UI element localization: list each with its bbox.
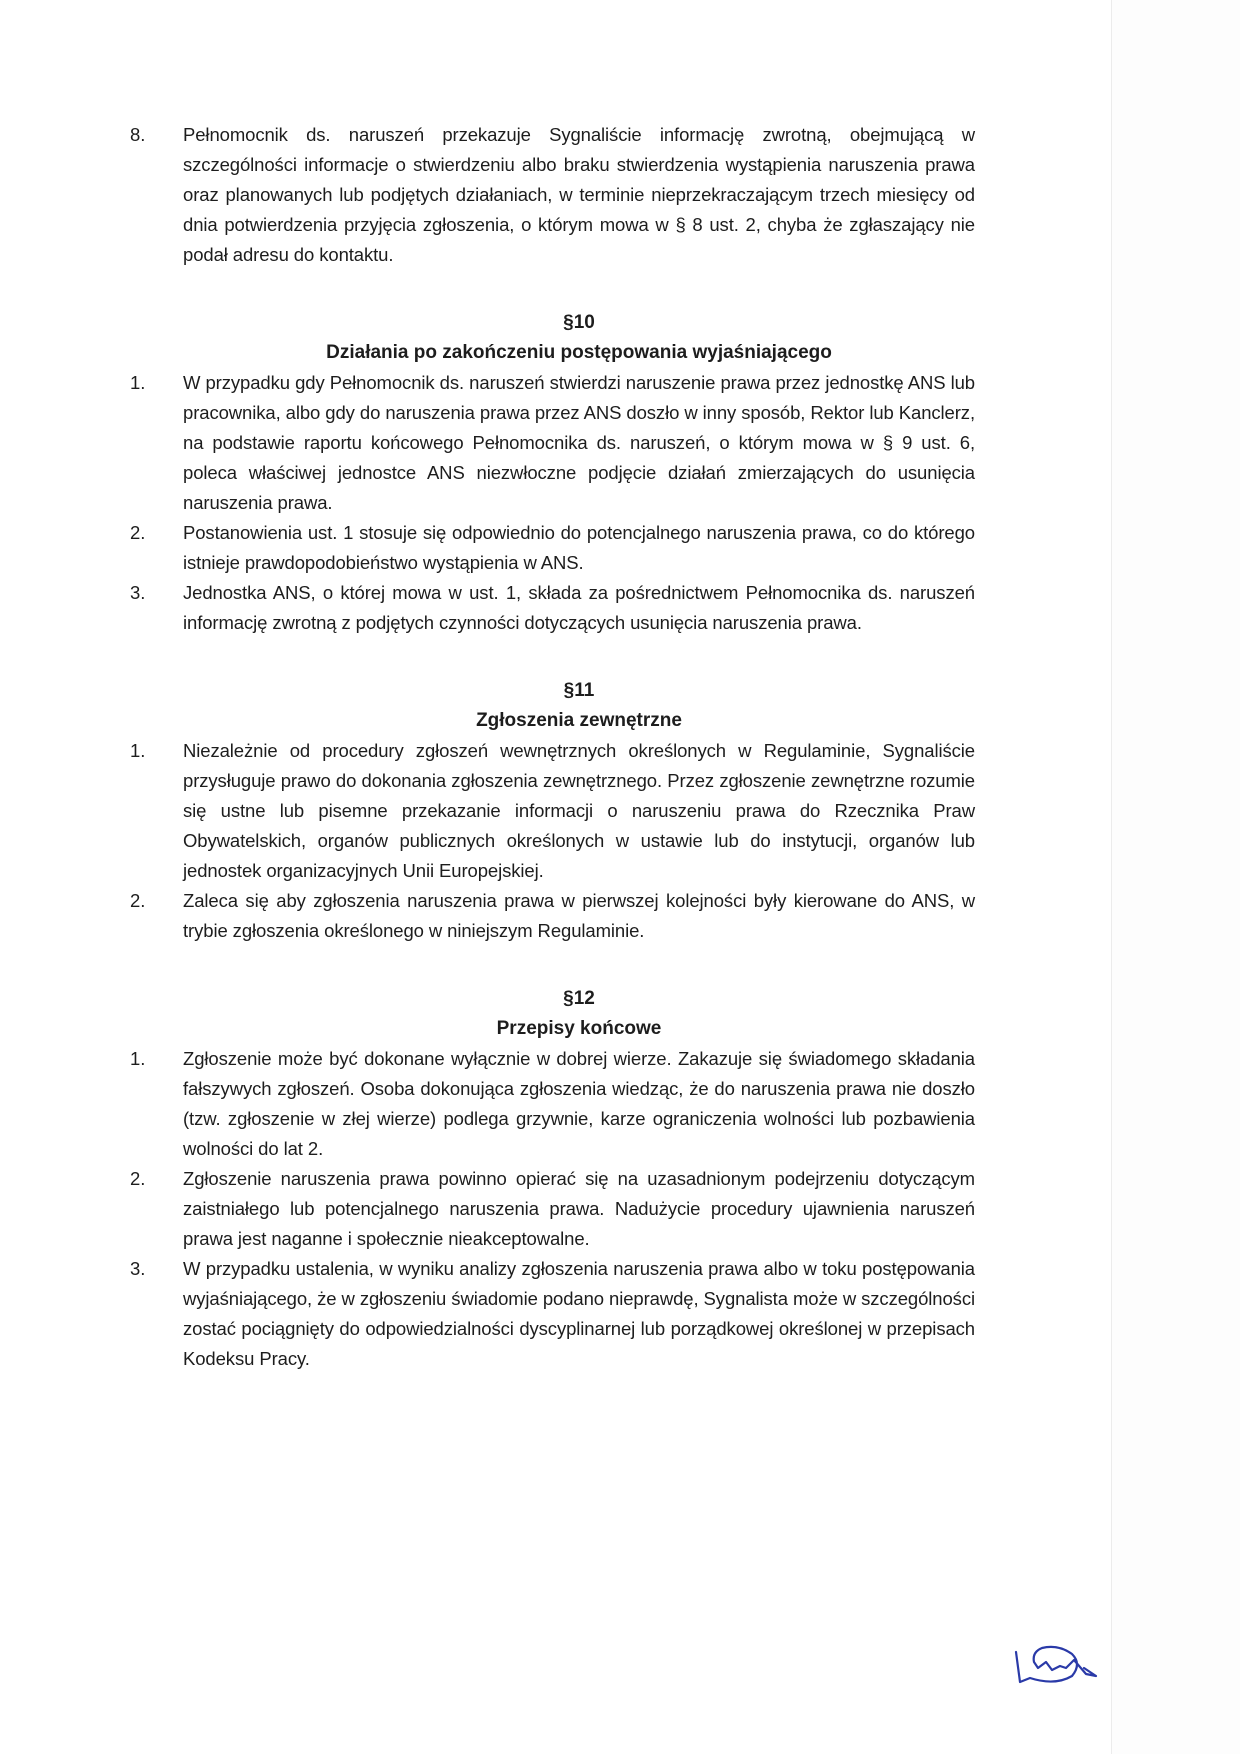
section-number: §11 xyxy=(563,680,595,701)
section-number: §12 xyxy=(563,988,595,1009)
page-edge-line xyxy=(1111,0,1112,1754)
list-item xyxy=(130,1254,975,1374)
item-number: 3. xyxy=(130,1258,146,1279)
item-text: Zgłoszenie może być dokonane wyłącznie w dobrej wierze. Zakazuje się świadomego składania fałszywych zgłoszeń. Osoba dokonująca zgłoszenia wiedząc, że do naruszenia prawa nie doszło (tzw. zgłoszenie w złej wierze) podlega grzywnie, karze ograniczenia wolności lub pozbawienia wolności do lat 2. xyxy=(183,1048,975,1159)
section-title: Zgłoszenia zewnętrzne xyxy=(476,710,682,731)
item-text: W przypadku ustalenia, w wyniku analizy zgłoszenia naruszenia prawa albo w toku postępowania wyjaśniającego, że w zgłoszeniu świadomie podano nieprawdę, Sygnalista może w szczególności zostać pociągnięty do odpowiedzialności dyscyplinarnej lub porządkowej określonej w przepisach Kodeksu Pracy. xyxy=(183,1258,975,1369)
item-number: 3. xyxy=(130,582,146,603)
section-title: Działania po zakończeniu postępowania wyjaśniającego xyxy=(326,342,832,363)
item-number: 2. xyxy=(130,890,146,911)
list-item xyxy=(130,518,975,578)
section-number: §10 xyxy=(563,312,595,333)
item-text: Zaleca się aby zgłoszenia naruszenia prawa w pierwszej kolejności były kierowane do ANS, w trybie zgłoszenia określonego w niniejszym Regulaminie. xyxy=(183,890,975,941)
section-title: Przepisy końcowe xyxy=(496,1018,662,1039)
list-item xyxy=(130,368,975,518)
item-text: Postanowienia ust. 1 stosuje się odpowiednio do potencjalnego naruszenia prawa, co do którego istnieje prawdopodobieństwo wystąpienia w ANS. xyxy=(183,522,975,573)
item-text: Niezależnie od procedury zgłoszeń wewnętrznych określonych w Regulaminie, Sygnaliście przysługuje prawo do dokonania zgłoszenia zewnętrznego. Przez zgłoszenie zewnętrzne rozumie się ustne lub pisemne przekazanie informacji o naruszeniu prawa do Rzecznika Praw Obywatelskich, organów publicznych określonych w ustawie lub do instytucji, organów lub jednostek organizacyjnych Unii Europejskiej. xyxy=(183,740,975,881)
list-item xyxy=(130,578,975,638)
item-number: 2. xyxy=(130,1168,146,1189)
item-number: 1. xyxy=(130,740,146,761)
item-number: 2. xyxy=(130,522,146,543)
item-number: 8. xyxy=(130,124,146,145)
item-text: W przypadku gdy Pełnomocnik ds. naruszeń stwierdzi naruszenie prawa przez jednostkę ANS lub pracownika, albo gdy do naruszenia prawa przez ANS doszło w inny sposób, Rektor lub Kanclerz, na podstawie raportu końcowego Pełnomocnika ds. naruszeń, o którym mowa w § 9 ust. 6, poleca właściwej jednostce ANS niezwłoczne podjęcie działań zmierzających do usunięcia naruszenia prawa. xyxy=(183,372,975,513)
item-number: 1. xyxy=(130,372,146,393)
list-item xyxy=(130,1164,975,1254)
signature-initials-icon xyxy=(1010,1640,1120,1690)
item-text: Pełnomocnik ds. naruszeń przekazuje Sygnaliście informację zwrotną, obejmującą w szczególności informacje o stwierdzeniu albo braku stwierdzenia wystąpienia naruszenia prawa oraz planowanych lub podjętych działaniach, w terminie nieprzekraczającym trzech miesięcy od dnia potwierdzenia przyjęcia zgłoszenia, o którym mowa w § 8 ust. 2, chyba że zgłaszający nie podał adresu do kontaktu. xyxy=(183,124,975,265)
list-item xyxy=(130,1044,975,1164)
list-item xyxy=(130,120,975,270)
item-number: 1. xyxy=(130,1048,146,1069)
page-margin-shade xyxy=(1112,0,1240,1754)
list-item xyxy=(130,736,975,886)
list-item xyxy=(130,886,975,946)
document-body xyxy=(130,120,975,1374)
item-text: Zgłoszenie naruszenia prawa powinno opierać się na uzasadnionym podejrzeniu dotyczącym zaistniałego lub potencjalnego naruszenia prawa. Nadużycie procedury ujawnienia naruszeń prawa jest naganne i społecznie nieakceptowalne. xyxy=(183,1168,975,1249)
item-text: Jednostka ANS, o której mowa w ust. 1, składa za pośrednictwem Pełnomocnika ds. naruszeń informację zwrotną z podjętych czynności dotyczących usunięcia naruszenia prawa. xyxy=(183,582,975,633)
